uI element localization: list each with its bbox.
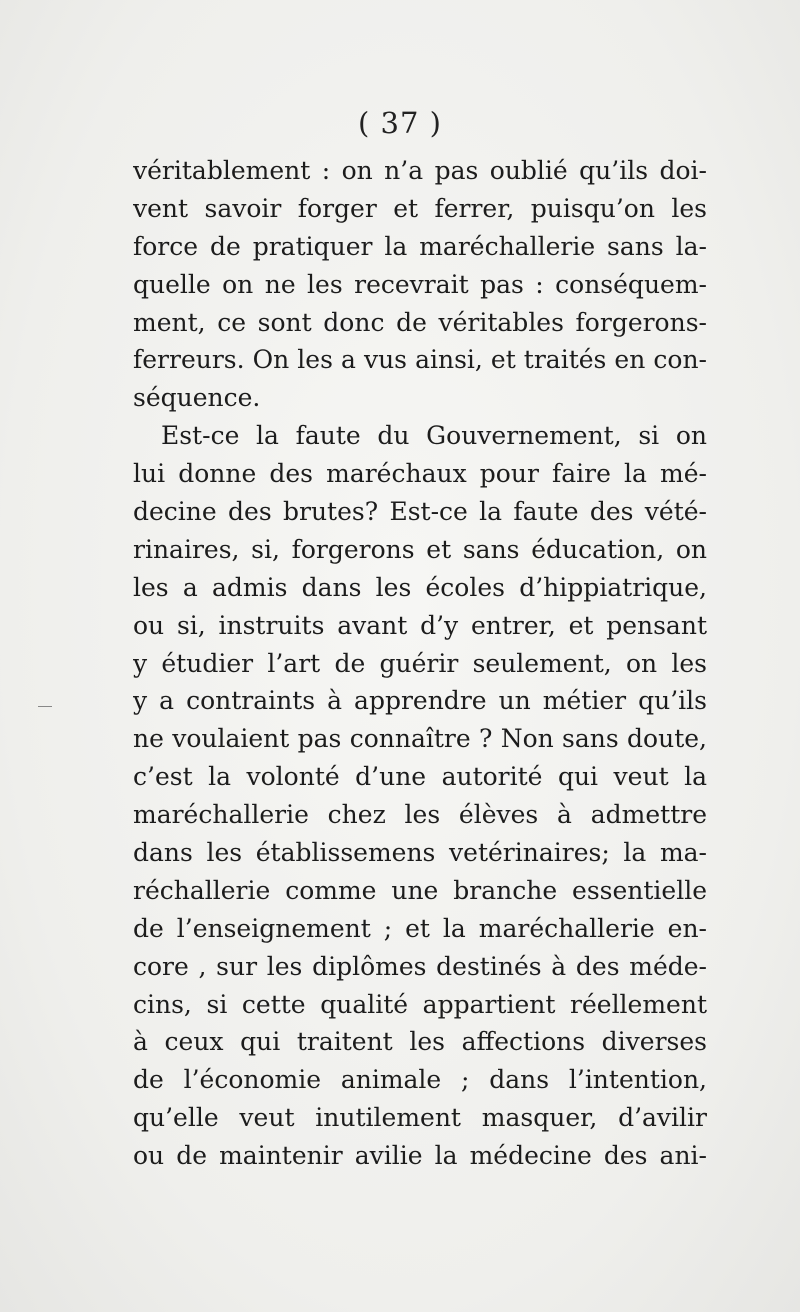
text-line: à ceux qui traitent les affections diverses [133,1027,707,1057]
text-line: ou de maintenir avilie la médecine des ani- [133,1141,707,1171]
text-line: qu’elle veut inutilement masquer, d’avilir [133,1103,707,1133]
text-line: ment, ce sont donc de véritables forgerons- [133,307,707,337]
text-line: vent savoir forger et ferrer, puisqu’on les [133,193,707,223]
page-number: ( 37 ) [358,106,442,140]
text-line: decine des brutes? Est-ce la faute des vété- [133,497,707,527]
text-line: Est-ce la faute du Gouvernement, si on [161,421,707,451]
text-line: ne voulaient pas connaître ? Non sans doute, [133,724,707,754]
text-line: séquence. [133,383,261,413]
text-line: lui donne des maréchaux pour faire la mé- [133,459,707,489]
text-line: ferreurs. On les a vus ainsi, et traités en con- [133,345,707,375]
text-line: les a admis dans les écoles d’hippiatrique, [133,572,707,602]
text-line: de l’économie animale ; dans l’intention, [133,1065,707,1095]
text-line: c’est la volonté d’une autorité qui veut la [133,762,707,792]
body-text [133,152,707,1175]
text-line: maréchallerie chez les élèves à admettre [133,800,707,830]
margin-mark [38,706,52,707]
text-line: cins, si cette qualité appartient réellement [133,989,707,1019]
text-line: y étudier l’art de guérir seulement, on les [133,648,707,678]
text-line: quelle on ne les recevrait pas : conséquem- [133,269,707,299]
text-line: ou si, instruits avant d’y entrer, et pensant [133,610,707,640]
text-line: core , sur les diplômes destinés à des méde- [133,951,707,981]
text-line: de l’enseignement ; et la maréchallerie en- [133,913,707,943]
text-line: rinaires, si, forgerons et sans éducation, on [133,534,707,564]
text-line: véritablement : on n’a pas oublié qu’ils doi- [133,156,707,185]
text-line: y a contraints à apprendre un métier qu’ils [133,686,707,716]
text-line: dans les établissemens vetérinaires; la ma- [133,838,707,868]
text-line: réchallerie comme une branche essentielle [133,875,707,905]
text-line: force de pratiquer la maréchallerie sans la- [133,231,707,261]
